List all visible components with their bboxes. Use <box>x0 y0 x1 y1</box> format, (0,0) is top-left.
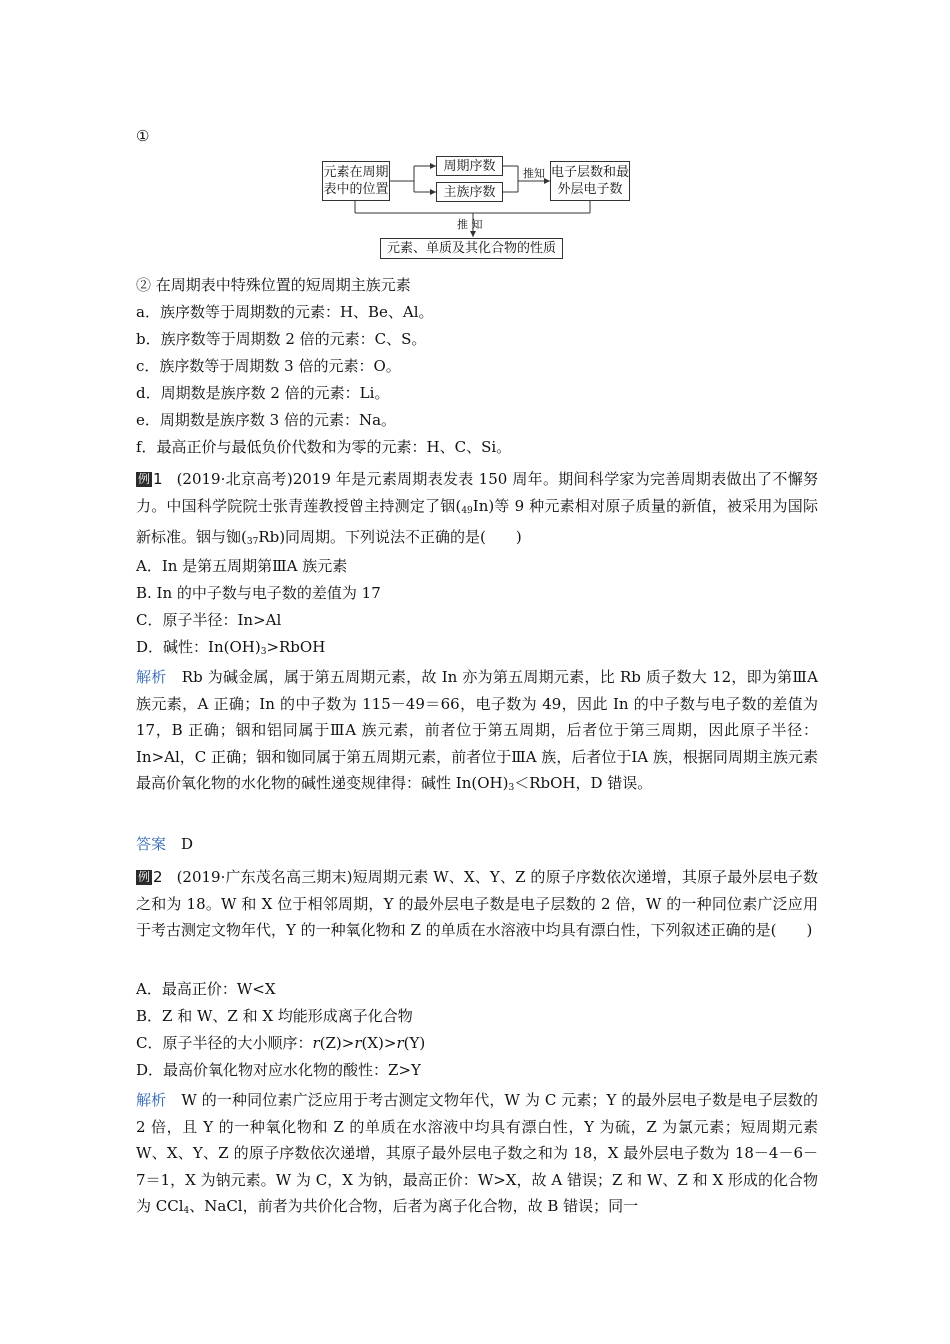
example-1-stem-c: Rb)同周期。下列说法不正确的是( ) <box>258 528 522 546</box>
box-element-position-text: 元素在周期表中的位置 <box>323 165 389 197</box>
box-group-number-text: 主族序数 <box>443 184 496 200</box>
example-1-option-a: A．In 是第五周期第ⅢA 族元素 <box>136 557 348 575</box>
example-1-option-d <box>136 637 325 662</box>
subscript-49: 49 <box>461 505 473 516</box>
example-1-option-c: C．原子半径：In>Al <box>136 611 282 629</box>
analysis-label: 解析 <box>136 1091 167 1109</box>
example-1-stem-b: In)等 9 种元素相对原子质量的新值，被采用为国际新标准。铟与铷( <box>136 496 818 546</box>
example-2-analysis <box>136 1087 818 1225</box>
example-2-option-c-mid2: (X)> <box>361 1034 397 1052</box>
example-2-option-b: B．Z 和 W、Z 和 X 均能形成离子化合物 <box>136 1007 413 1025</box>
answer-label: 答案 <box>136 835 167 853</box>
example-2-option-c-pre: C．原子半径的大小顺序： <box>136 1034 313 1052</box>
example-2-option-a: A．最高正价：W<X <box>136 980 276 998</box>
example-number: 2 <box>153 868 163 886</box>
example-1-option-d-post: >RbOH <box>266 638 326 656</box>
example-badge: 例 <box>138 472 151 486</box>
list-item: e．周期数是族序数 3 倍的元素：Na。 <box>136 411 397 429</box>
example-2-option-d: D．最高价氧化物对应水化物的酸性：Z>Y <box>136 1061 421 1079</box>
example-1-analysis <box>136 664 818 802</box>
box-electron-layers-text: 电子层数和最外层电子数 <box>551 165 630 197</box>
example-1-analysis-text-a: Rb 为碱金属，属于第五周期元素，故 In 亦为第五周期元素，比 Rb 质子数大 12，即为第ⅢA 族元素，A 正确；In 的中子数为 115－49＝66，电子数为 49，因此 In 的中子数与电子数的差值为 17，B 正确；铟和铝同属于ⅢA 族元素，前者位于第五周期，后者位于第三周期，因此原子半径：In>Al，C 正确；铟和铷同属于第五周期元素，前者位于ⅢA 族，后者位于ⅠA 族，根据同周期主族元素最高价氧化物的水化物的碱性递变规律得：碱性 In(OH) <box>136 668 818 792</box>
example-number: 1 <box>153 470 163 488</box>
example-2-option-c-post: (Y) <box>403 1034 426 1052</box>
example-badge: 例 <box>138 870 151 884</box>
example-1-answer <box>136 834 193 854</box>
example-2-option-c <box>136 1033 425 1053</box>
radius-symbol: r <box>312 1034 320 1052</box>
label-infer-2: 推 知 <box>457 218 483 231</box>
example-1-stem-a: (2019·北京高考)2019 年是元素周期表发表 150 周年。期间科学家为完善周期表做出了不懈努力。中国科学院院士张青莲教授曾主持测定了铟( <box>136 470 818 515</box>
example-1-stem <box>136 466 818 556</box>
analysis-label: 解析 <box>136 668 167 686</box>
list-item: d．周期数是族序数 2 倍的元素：Li。 <box>136 384 390 402</box>
example-2-stem <box>136 864 818 944</box>
list-item: b．族序数等于周期数 2 倍的元素：C、S。 <box>136 330 427 348</box>
circle-number-1: ① <box>136 127 150 145</box>
list-item: a．族序数等于周期数的元素：H、Be、Al。 <box>136 303 434 321</box>
example-2-option-c-mid: (Z)> <box>319 1034 355 1052</box>
radius-symbol: r <box>354 1034 362 1052</box>
example-1-option-b: B. In 的中子数与电子数的差值为 17 <box>136 584 381 602</box>
example-1-option-d-pre: D．碱性：In(OH) <box>136 638 261 656</box>
subscript-37: 37 <box>246 537 259 547</box>
example-2-stem-text: (2019·广东茂名高三期末)短周期元素 W、X、Y、Z 的原子序数依次递增，其原子最外层电子数之和为 18。W 和 X 位于相邻周期，Y 的最外层电子数是电子层数的 2 倍，W 的一种同位素广泛应用于考古测定文物年代，Y 的一种氧化物和 Z 的单质在水溶液中均具有漂白性，下列叙述正确的是( ) <box>136 868 818 939</box>
box-period-number-text: 周期序数 <box>443 158 496 174</box>
section-2-heading: ② 在周期表中特殊位置的短周期主族元素 <box>136 276 411 294</box>
example-1-analysis-text-b: ＜RbOH，D 错误。 <box>514 774 653 792</box>
example-2-analysis-text-b: 、NaCl，前者为共价化合物，后者为离子化合物，故 B 错误；同一 <box>189 1197 639 1215</box>
answer-value: D <box>166 835 194 853</box>
radius-symbol: r <box>396 1034 404 1052</box>
box-element-position <box>322 161 390 201</box>
list-item: f．最高正价与最低负价代数和为零的元素：H、C、Si。 <box>136 438 512 456</box>
subscript-4: 4 <box>183 1206 190 1216</box>
box-properties-text: 元素、单质及其化合物的性质 <box>386 241 556 256</box>
box-period-number <box>436 156 503 176</box>
list-item: c．族序数等于周期数 3 倍的元素：O。 <box>136 357 401 375</box>
box-electron-layers <box>550 161 630 201</box>
box-properties <box>380 238 563 259</box>
subscript-3: 3 <box>260 647 267 657</box>
example-2-analysis-text-a: W 的一种同位素广泛应用于考古测定文物年代，W 为 C 元素；Y 的最外层电子数是电子层数的 2 倍，且 Y 的一种氧化物和 Z 的单质在水溶液中均具有漂白性，Y 为硫，Z 为氯元素；短周期元素 W、X、Y、Z 的原子序数依次递增，其原子最外层电子数之和为 18，X 最外层电子数为 18－4－6－7＝1，X 为钠元素。W 为 C，X 为钠，最高正价：W>X，故 A 错误；Z 和 W、Z 和 X 形成的化合物为 CCl <box>136 1091 818 1215</box>
label-infer-1: 推知 <box>523 167 545 180</box>
subscript-3: 3 <box>508 783 515 793</box>
box-group-number <box>436 182 503 202</box>
